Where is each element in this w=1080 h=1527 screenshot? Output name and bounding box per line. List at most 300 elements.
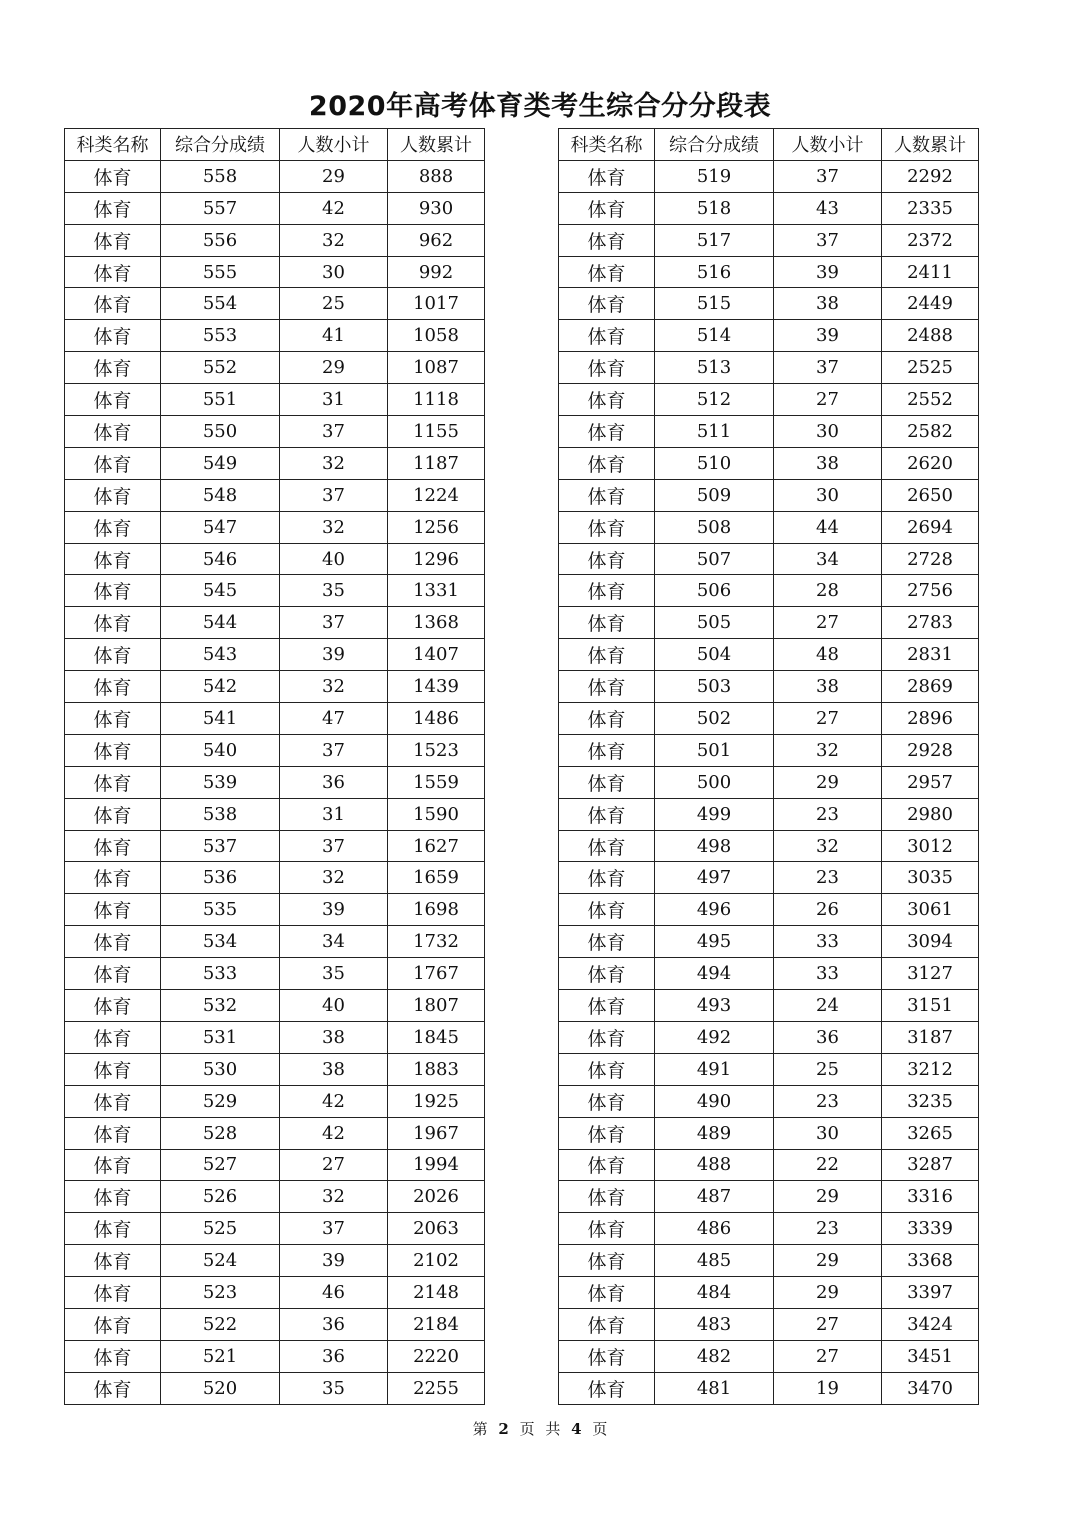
cell-score: 491: [655, 1053, 774, 1085]
table-row: [559, 703, 979, 735]
cell-count: 23: [774, 798, 882, 830]
table-row: [559, 1149, 979, 1181]
cell-score: 489: [655, 1117, 774, 1149]
table-row: [65, 1340, 485, 1372]
table-row: [65, 607, 485, 639]
cell-subject: 体育: [559, 320, 655, 352]
table-row: [559, 1053, 979, 1085]
cell-score: 530: [161, 1053, 280, 1085]
cell-count: 47: [280, 703, 388, 735]
cell-count: 37: [280, 1213, 388, 1245]
cell-subject: 体育: [559, 894, 655, 926]
table-row: [559, 862, 979, 894]
cell-score: 543: [161, 639, 280, 671]
table-row: [65, 416, 485, 448]
cell-score: 531: [161, 1021, 280, 1053]
cell-score: 482: [655, 1340, 774, 1372]
header-subject: 科类名称: [559, 129, 655, 161]
cell-cumulative: 1590: [388, 798, 485, 830]
cell-subject: 体育: [65, 1245, 161, 1277]
cell-count: 37: [280, 734, 388, 766]
cell-cumulative: 3012: [882, 830, 979, 862]
table-row: [65, 894, 485, 926]
cell-score: 507: [655, 543, 774, 575]
cell-cumulative: 2449: [882, 288, 979, 320]
cell-subject: 体育: [559, 1021, 655, 1053]
cell-cumulative: 3397: [882, 1277, 979, 1309]
cell-score: 539: [161, 766, 280, 798]
cell-count: 38: [280, 1053, 388, 1085]
cell-cumulative: 1224: [388, 479, 485, 511]
cell-count: 35: [280, 1372, 388, 1404]
cell-cumulative: 2756: [882, 575, 979, 607]
cell-cumulative: 3094: [882, 926, 979, 958]
cell-cumulative: 3151: [882, 990, 979, 1022]
cell-score: 516: [655, 256, 774, 288]
cell-subject: 体育: [65, 990, 161, 1022]
cell-score: 521: [161, 1340, 280, 1372]
cell-count: 41: [280, 320, 388, 352]
cell-count: 36: [280, 1340, 388, 1372]
cell-subject: 体育: [559, 734, 655, 766]
cell-count: 27: [774, 607, 882, 639]
cell-cumulative: 1087: [388, 352, 485, 384]
cell-score: 485: [655, 1245, 774, 1277]
table-row: [65, 1372, 485, 1404]
cell-subject: 体育: [559, 511, 655, 543]
cell-subject: 体育: [559, 1277, 655, 1309]
table-body: [65, 160, 485, 1404]
table-row: [559, 288, 979, 320]
cell-cumulative: 2184: [388, 1308, 485, 1340]
cell-subject: 体育: [559, 639, 655, 671]
cell-count: 30: [774, 1117, 882, 1149]
cell-subject: 体育: [559, 416, 655, 448]
cell-count: 29: [774, 766, 882, 798]
cell-count: 39: [280, 1245, 388, 1277]
cell-cumulative: 888: [388, 160, 485, 192]
table-row: [559, 1308, 979, 1340]
cell-count: 39: [774, 320, 882, 352]
cell-cumulative: 1845: [388, 1021, 485, 1053]
cell-score: 538: [161, 798, 280, 830]
cell-subject: 体育: [559, 1245, 655, 1277]
table-row: [559, 958, 979, 990]
table-row: [559, 192, 979, 224]
cell-cumulative: 2728: [882, 543, 979, 575]
cell-subject: 体育: [65, 671, 161, 703]
cell-count: 44: [774, 511, 882, 543]
cell-subject: 体育: [65, 607, 161, 639]
table-row: [65, 479, 485, 511]
cell-score: 492: [655, 1021, 774, 1053]
table-row: [65, 160, 485, 192]
cell-count: 32: [774, 830, 882, 862]
table-row: [65, 1149, 485, 1181]
cell-score: 483: [655, 1308, 774, 1340]
cell-count: 42: [280, 1117, 388, 1149]
cell-count: 19: [774, 1372, 882, 1404]
cell-cumulative: 1967: [388, 1117, 485, 1149]
table-row: [559, 1245, 979, 1277]
cell-score: 511: [655, 416, 774, 448]
cell-count: 37: [280, 416, 388, 448]
cell-cumulative: 1118: [388, 384, 485, 416]
table-body: [559, 160, 979, 1404]
header-count: 人数小计: [774, 129, 882, 161]
cell-score: 490: [655, 1085, 774, 1117]
table-row: [65, 798, 485, 830]
cell-score: 524: [161, 1245, 280, 1277]
cell-cumulative: 2620: [882, 447, 979, 479]
cell-subject: 体育: [65, 1053, 161, 1085]
cell-score: 528: [161, 1117, 280, 1149]
cell-score: 519: [655, 160, 774, 192]
cell-score: 540: [161, 734, 280, 766]
table-row: [65, 447, 485, 479]
table-row: [65, 1245, 485, 1277]
cell-subject: 体育: [559, 447, 655, 479]
cell-count: 38: [774, 671, 882, 703]
cell-count: 27: [774, 1308, 882, 1340]
cell-score: 557: [161, 192, 280, 224]
cell-subject: 体育: [559, 575, 655, 607]
cell-subject: 体育: [559, 352, 655, 384]
cell-score: 526: [161, 1181, 280, 1213]
cell-subject: 体育: [65, 479, 161, 511]
table-row: [559, 1021, 979, 1053]
cell-subject: 体育: [559, 1213, 655, 1245]
cell-subject: 体育: [559, 1085, 655, 1117]
cell-cumulative: 3424: [882, 1308, 979, 1340]
footer-suffix: 页: [592, 1420, 608, 1438]
cell-count: 37: [280, 830, 388, 862]
cell-score: 495: [655, 926, 774, 958]
cell-score: 548: [161, 479, 280, 511]
cell-count: 25: [774, 1053, 882, 1085]
cell-cumulative: 3265: [882, 1117, 979, 1149]
cell-subject: 体育: [65, 575, 161, 607]
cell-subject: 体育: [559, 1372, 655, 1404]
score-table-right: [558, 128, 979, 1405]
cell-score: 522: [161, 1308, 280, 1340]
cell-count: 27: [774, 703, 882, 735]
table-row: [559, 639, 979, 671]
cell-count: 37: [280, 479, 388, 511]
cell-score: 552: [161, 352, 280, 384]
cell-count: 27: [280, 1149, 388, 1181]
table-row: [65, 958, 485, 990]
cell-subject: 体育: [65, 766, 161, 798]
cell-subject: 体育: [559, 862, 655, 894]
cell-subject: 体育: [559, 703, 655, 735]
cell-subject: 体育: [65, 1149, 161, 1181]
cell-subject: 体育: [65, 160, 161, 192]
cell-cumulative: 1017: [388, 288, 485, 320]
cell-cumulative: 1559: [388, 766, 485, 798]
cell-count: 39: [280, 639, 388, 671]
cell-subject: 体育: [65, 894, 161, 926]
cell-count: 33: [774, 958, 882, 990]
cell-cumulative: 1296: [388, 543, 485, 575]
cell-count: 25: [280, 288, 388, 320]
cell-subject: 体育: [65, 1117, 161, 1149]
cell-score: 541: [161, 703, 280, 735]
cell-cumulative: 1767: [388, 958, 485, 990]
cell-count: 39: [774, 256, 882, 288]
cell-score: 558: [161, 160, 280, 192]
cell-subject: 体育: [559, 384, 655, 416]
header-subject: 科类名称: [65, 129, 161, 161]
page-title: 2020年高考体育类考生综合分分段表: [308, 91, 772, 122]
cell-count: 30: [280, 256, 388, 288]
cell-count: 37: [774, 352, 882, 384]
table-row: [65, 224, 485, 256]
cell-subject: 体育: [559, 798, 655, 830]
cell-score: 500: [655, 766, 774, 798]
cell-count: 48: [774, 639, 882, 671]
cell-score: 533: [161, 958, 280, 990]
cell-cumulative: 1883: [388, 1053, 485, 1085]
cell-count: 29: [774, 1181, 882, 1213]
cell-score: 496: [655, 894, 774, 926]
cell-subject: 体育: [559, 958, 655, 990]
cell-count: 37: [774, 224, 882, 256]
table-row: [559, 671, 979, 703]
cell-subject: 体育: [559, 1181, 655, 1213]
cell-count: 30: [774, 416, 882, 448]
header-cumulative: 人数累计: [882, 129, 979, 161]
table-row: [65, 352, 485, 384]
cell-cumulative: 2831: [882, 639, 979, 671]
cell-score: 525: [161, 1213, 280, 1245]
table-row: [65, 1021, 485, 1053]
cell-cumulative: 2488: [882, 320, 979, 352]
cell-cumulative: 1058: [388, 320, 485, 352]
cell-cumulative: 2869: [882, 671, 979, 703]
cell-score: 504: [655, 639, 774, 671]
cell-count: 38: [280, 1021, 388, 1053]
cell-subject: 体育: [559, 671, 655, 703]
cell-score: 513: [655, 352, 774, 384]
cell-score: 534: [161, 926, 280, 958]
table-row: [65, 320, 485, 352]
table-row: [559, 320, 979, 352]
header-score: 综合分成绩: [161, 129, 280, 161]
cell-cumulative: 3316: [882, 1181, 979, 1213]
table-row: [559, 1213, 979, 1245]
cell-score: 515: [655, 288, 774, 320]
table-row: [559, 1117, 979, 1149]
footer-prefix: 第: [472, 1420, 488, 1438]
cell-count: 46: [280, 1277, 388, 1309]
table-row: [65, 990, 485, 1022]
cell-score: 509: [655, 479, 774, 511]
cell-cumulative: 1627: [388, 830, 485, 862]
cell-subject: 体育: [559, 607, 655, 639]
cell-count: 23: [774, 1213, 882, 1245]
cell-count: 39: [280, 894, 388, 926]
table-row: [65, 639, 485, 671]
cell-subject: 体育: [559, 1117, 655, 1149]
cell-cumulative: 2552: [882, 384, 979, 416]
cell-count: 33: [774, 926, 882, 958]
cell-score: 523: [161, 1277, 280, 1309]
cell-count: 28: [774, 575, 882, 607]
cell-cumulative: 2783: [882, 607, 979, 639]
table-row: [559, 1372, 979, 1404]
cell-cumulative: 2220: [388, 1340, 485, 1372]
cell-subject: 体育: [65, 320, 161, 352]
cell-count: 31: [280, 798, 388, 830]
cell-count: 36: [280, 1308, 388, 1340]
cell-count: 24: [774, 990, 882, 1022]
cell-subject: 体育: [65, 639, 161, 671]
cell-cumulative: 962: [388, 224, 485, 256]
table-row: [65, 1085, 485, 1117]
cell-subject: 体育: [65, 1021, 161, 1053]
table-row: [559, 1085, 979, 1117]
cell-score: 520: [161, 1372, 280, 1404]
cell-score: 517: [655, 224, 774, 256]
cell-subject: 体育: [559, 288, 655, 320]
cell-count: 32: [280, 671, 388, 703]
cell-subject: 体育: [559, 479, 655, 511]
cell-count: 38: [774, 447, 882, 479]
cell-subject: 体育: [65, 926, 161, 958]
cell-subject: 体育: [65, 192, 161, 224]
table-row: [559, 766, 979, 798]
cell-count: 43: [774, 192, 882, 224]
cell-cumulative: 2582: [882, 416, 979, 448]
cell-count: 29: [280, 352, 388, 384]
cell-count: 30: [774, 479, 882, 511]
table-row: [559, 607, 979, 639]
cell-cumulative: 2411: [882, 256, 979, 288]
cell-count: 23: [774, 1085, 882, 1117]
cell-count: 32: [280, 511, 388, 543]
cell-cumulative: 1732: [388, 926, 485, 958]
header-row: [559, 129, 979, 161]
cell-score: 555: [161, 256, 280, 288]
cell-count: 35: [280, 958, 388, 990]
cell-score: 536: [161, 862, 280, 894]
table-row: [65, 1277, 485, 1309]
cell-subject: 体育: [65, 1308, 161, 1340]
cell-cumulative: 2148: [388, 1277, 485, 1309]
table-row: [65, 1053, 485, 1085]
cell-count: 32: [280, 1181, 388, 1213]
cell-cumulative: 1698: [388, 894, 485, 926]
cell-cumulative: 2292: [882, 160, 979, 192]
cell-cumulative: 2102: [388, 1245, 485, 1277]
cell-cumulative: 1807: [388, 990, 485, 1022]
footer-mid: 页 共: [519, 1420, 561, 1438]
cell-score: 514: [655, 320, 774, 352]
cell-subject: 体育: [559, 990, 655, 1022]
cell-cumulative: 2694: [882, 511, 979, 543]
cell-subject: 体育: [65, 1213, 161, 1245]
cell-score: 527: [161, 1149, 280, 1181]
cell-cumulative: 2896: [882, 703, 979, 735]
header-row: [65, 129, 485, 161]
cell-score: 508: [655, 511, 774, 543]
cell-score: 512: [655, 384, 774, 416]
table-row: [559, 990, 979, 1022]
cell-score: 542: [161, 671, 280, 703]
table-row: [559, 447, 979, 479]
cell-subject: 体育: [559, 543, 655, 575]
cell-score: 518: [655, 192, 774, 224]
cell-subject: 体育: [65, 1181, 161, 1213]
cell-count: 23: [774, 862, 882, 894]
table-row: [559, 416, 979, 448]
cell-cumulative: 2255: [388, 1372, 485, 1404]
cell-subject: 体育: [65, 256, 161, 288]
table-row: [559, 830, 979, 862]
cell-subject: 体育: [559, 1340, 655, 1372]
cell-count: 34: [774, 543, 882, 575]
table-row: [65, 926, 485, 958]
cell-score: 501: [655, 734, 774, 766]
table-row: [65, 192, 485, 224]
cell-subject: 体育: [65, 862, 161, 894]
cell-subject: 体育: [559, 830, 655, 862]
table-row: [65, 256, 485, 288]
cell-cumulative: 1155: [388, 416, 485, 448]
cell-subject: 体育: [65, 703, 161, 735]
cell-cumulative: 2026: [388, 1181, 485, 1213]
header-cumulative: 人数累计: [388, 129, 485, 161]
cell-score: 535: [161, 894, 280, 926]
cell-cumulative: 1439: [388, 671, 485, 703]
table-row: [65, 575, 485, 607]
cell-cumulative: 3187: [882, 1021, 979, 1053]
cell-count: 36: [774, 1021, 882, 1053]
cell-score: 493: [655, 990, 774, 1022]
cell-score: 486: [655, 1213, 774, 1245]
cell-cumulative: 2650: [882, 479, 979, 511]
cell-score: 487: [655, 1181, 774, 1213]
cell-subject: 体育: [65, 384, 161, 416]
table-row: [559, 894, 979, 926]
cell-score: 488: [655, 1149, 774, 1181]
cell-count: 29: [774, 1277, 882, 1309]
cell-count: 40: [280, 543, 388, 575]
cell-score: 506: [655, 575, 774, 607]
table-row: [65, 1117, 485, 1149]
cell-score: 497: [655, 862, 774, 894]
table-row: [65, 543, 485, 575]
cell-count: 37: [280, 607, 388, 639]
table-row: [559, 926, 979, 958]
cell-cumulative: 1486: [388, 703, 485, 735]
cell-score: 547: [161, 511, 280, 543]
cell-subject: 体育: [65, 416, 161, 448]
cell-cumulative: 2063: [388, 1213, 485, 1245]
cell-subject: 体育: [65, 734, 161, 766]
table-row: [559, 160, 979, 192]
cell-cumulative: 3127: [882, 958, 979, 990]
cell-score: 510: [655, 447, 774, 479]
score-table-left: [64, 128, 485, 1405]
cell-score: 502: [655, 703, 774, 735]
cell-cumulative: 2928: [882, 734, 979, 766]
cell-count: 32: [774, 734, 882, 766]
cell-count: 34: [280, 926, 388, 958]
cell-count: 32: [280, 224, 388, 256]
table-row: [559, 575, 979, 607]
